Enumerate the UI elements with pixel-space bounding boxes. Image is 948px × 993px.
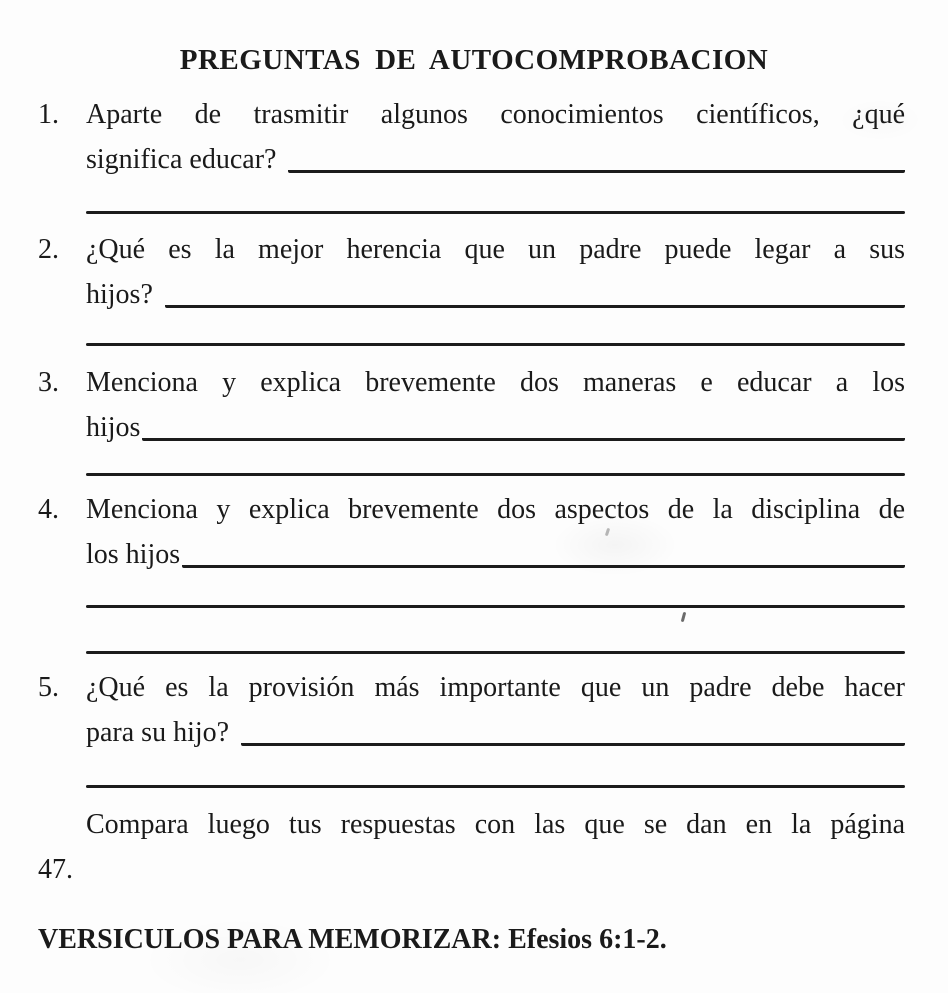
question-2 <box>38 227 905 317</box>
question-3-body <box>86 360 905 450</box>
question-1 <box>38 92 905 182</box>
closing-note-line1: Compara luego tus respuestas con las que se dan en la página <box>86 809 905 840</box>
question-2-body <box>86 227 905 317</box>
question-4-text-line1: Menciona y explica brevemente dos aspectos de la disciplina de <box>86 494 905 525</box>
question-2-text-line2-row <box>86 272 905 317</box>
question-1-text-line2-row <box>86 137 905 182</box>
question-2-number: 2. <box>38 234 59 265</box>
question-3-text-line2-row <box>86 405 905 450</box>
answer-blank-line <box>86 605 905 608</box>
question-3-number: 3. <box>38 367 59 398</box>
question-2-text-line1: ¿Qué es la mejor herencia que un padre puede legar a sus <box>86 234 905 265</box>
question-5 <box>38 665 905 755</box>
question-5-number: 5. <box>38 672 59 703</box>
question-1-text-line2: significa educar? <box>86 144 277 175</box>
question-5-text-line2: para su hijo? <box>86 717 230 748</box>
question-1-number: 1. <box>38 99 59 130</box>
question-5-text-line1: ¿Qué es la provisión más importante que un padre debe hacer <box>86 672 905 703</box>
scan-artifact <box>681 612 686 622</box>
answer-blank-line <box>86 343 905 346</box>
answer-blank-line <box>86 785 905 788</box>
question-3-text-line1: Menciona y explica brevemente dos maneras e educar a los <box>86 367 905 398</box>
answer-blank-line <box>86 651 905 654</box>
question-4 <box>38 487 905 577</box>
page-title: PREGUNTAS DE AUTOCOMPROBACION <box>179 44 769 76</box>
question-4-text-line2-row <box>86 532 905 577</box>
question-2-text-line2: hijos? <box>86 279 153 310</box>
answer-blank-line <box>288 137 905 173</box>
question-4-number: 4. <box>38 494 59 525</box>
question-1-text-line1: Aparte de trasmitir algunos conocimientos científicos, ¿qué <box>86 99 905 130</box>
question-1-body <box>86 92 905 182</box>
question-5-body <box>86 665 905 755</box>
answer-blank-line <box>182 532 905 568</box>
closing-note <box>38 802 905 892</box>
answer-blank-line <box>86 473 905 476</box>
question-3 <box>38 360 905 450</box>
question-4-body <box>86 487 905 577</box>
answer-blank-line <box>241 710 905 746</box>
closing-note-line2: 47. <box>38 854 73 885</box>
answer-blank-line <box>86 211 905 214</box>
answer-blank-line <box>142 405 905 441</box>
question-4-text-line2: los hijos <box>86 539 181 570</box>
answer-blank-line <box>165 272 905 308</box>
memorize-heading: VERSICULOS PARA MEMORIZAR: Efesios 6:1-2. <box>38 924 667 955</box>
question-3-text-line2: hijos <box>86 412 141 443</box>
question-5-text-line2-row <box>86 710 905 755</box>
